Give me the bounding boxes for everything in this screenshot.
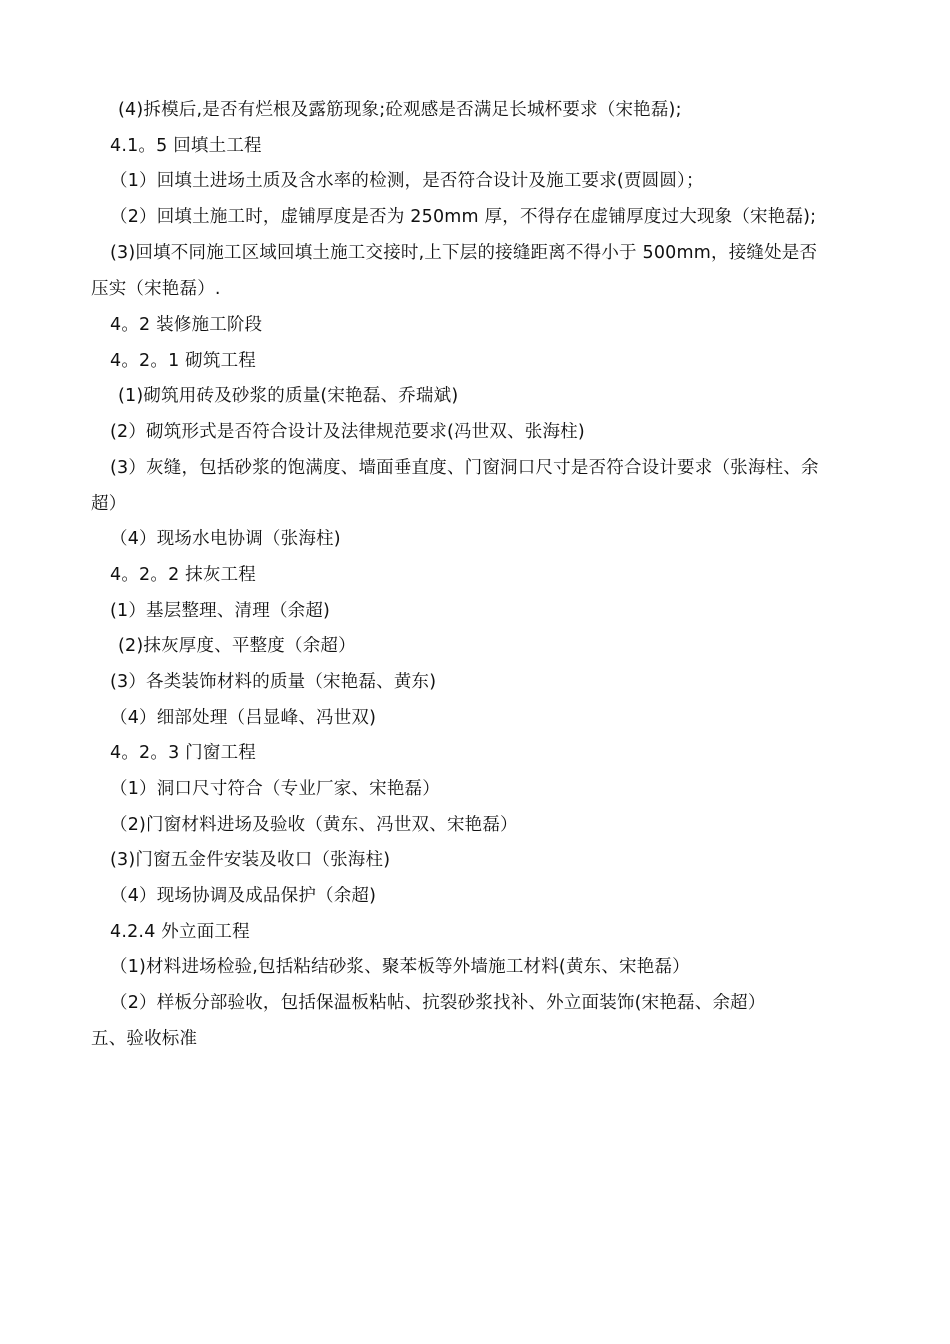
section-heading: 4。2。1 砌筑工程 xyxy=(110,351,256,371)
section-heading: 4.1。5 回填土工程 xyxy=(110,136,262,156)
text-line: (1)砌筑用砖及砂浆的质量(宋艳磊、乔瑞斌) xyxy=(118,386,459,406)
chapter-heading: 五、验收标准 xyxy=(91,1029,198,1049)
text-line: (3)门窗五金件安装及收口（张海柱) xyxy=(110,850,391,870)
text-line: （4）现场水电协调（张海柱) xyxy=(110,529,341,549)
section-heading: 4。2。2 抹灰工程 xyxy=(110,565,256,585)
text-line: （1）洞口尺寸符合（专业厂家、宋艳磊） xyxy=(110,779,440,799)
text-line: （4）细部处理（吕显峰、冯世双) xyxy=(110,708,377,728)
text-line: 压实（宋艳磊）. xyxy=(91,279,221,299)
text-line: (2)抹灰厚度、平整度（余超） xyxy=(118,636,356,656)
text-line: （2）样板分部验收，包括保温板粘帖、抗裂砂浆找补、外立面装饰(宋艳磊、余超） xyxy=(110,993,766,1013)
text-line: （4）现场协调及成品保护（余超) xyxy=(110,886,377,906)
section-heading: 4。2。3 门窗工程 xyxy=(110,743,256,763)
text-line: (2）砌筑形式是否符合设计及法律规范要求(冯世双、张海柱) xyxy=(110,422,585,442)
text-line: (3）各类装饰材料的质量（宋艳磊、黄东) xyxy=(110,672,437,692)
text-line: 超） xyxy=(91,494,127,514)
text-line: （2）回填土施工时，虚铺厚度是否为 250mm 厚，不得存在虚铺厚度过大现象（宋艳磊); xyxy=(110,207,817,227)
text-line: （1)材料进场检验,包括粘结砂浆、聚苯板等外墙施工材料(黄东、宋艳磊） xyxy=(110,957,690,977)
text-line: (1）基层整理、清理（余超) xyxy=(110,601,331,621)
text-line: （1）回填土进场土质及含水率的检测，是否符合设计及施工要求(贾圆圆）； xyxy=(110,171,704,191)
text-line: （2)门窗材料进场及验收（黄东、冯世双、宋艳磊） xyxy=(110,815,518,835)
section-heading: 4。2 装修施工阶段 xyxy=(110,315,263,335)
text-line: (3）灰缝，包括砂浆的饱满度、墙面垂直度、门窗洞口尺寸是否符合设计要求（张海柱、余 xyxy=(110,458,819,478)
text-line: (3)回填不同施工区域回填土施工交接时,上下层的接缝距离不得小于 500mm，接缝处是否 xyxy=(110,243,818,263)
section-heading: 4.2.4 外立面工程 xyxy=(110,922,250,942)
text-line: (4)拆模后,是否有烂根及露筋现象;砼观感是否满足长城杯要求（宋艳磊); xyxy=(118,100,682,120)
